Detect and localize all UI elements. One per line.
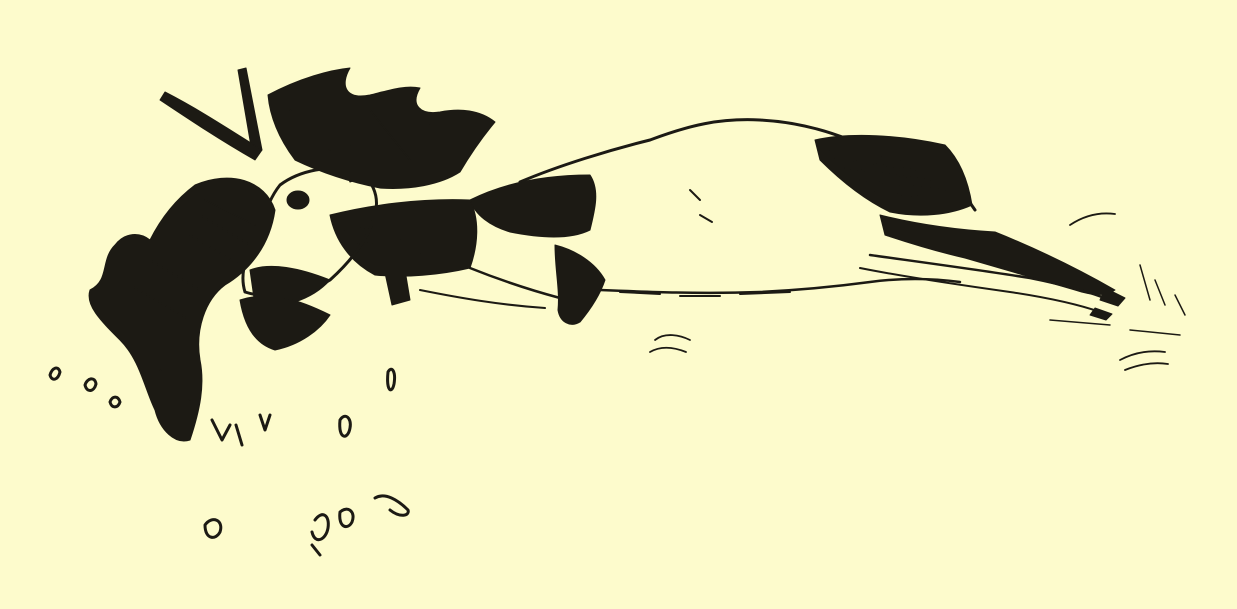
moose-eye [287,191,309,209]
moose-neck [330,200,477,277]
moose-hindquarters [815,135,1125,320]
hoof-prints [50,368,408,555]
